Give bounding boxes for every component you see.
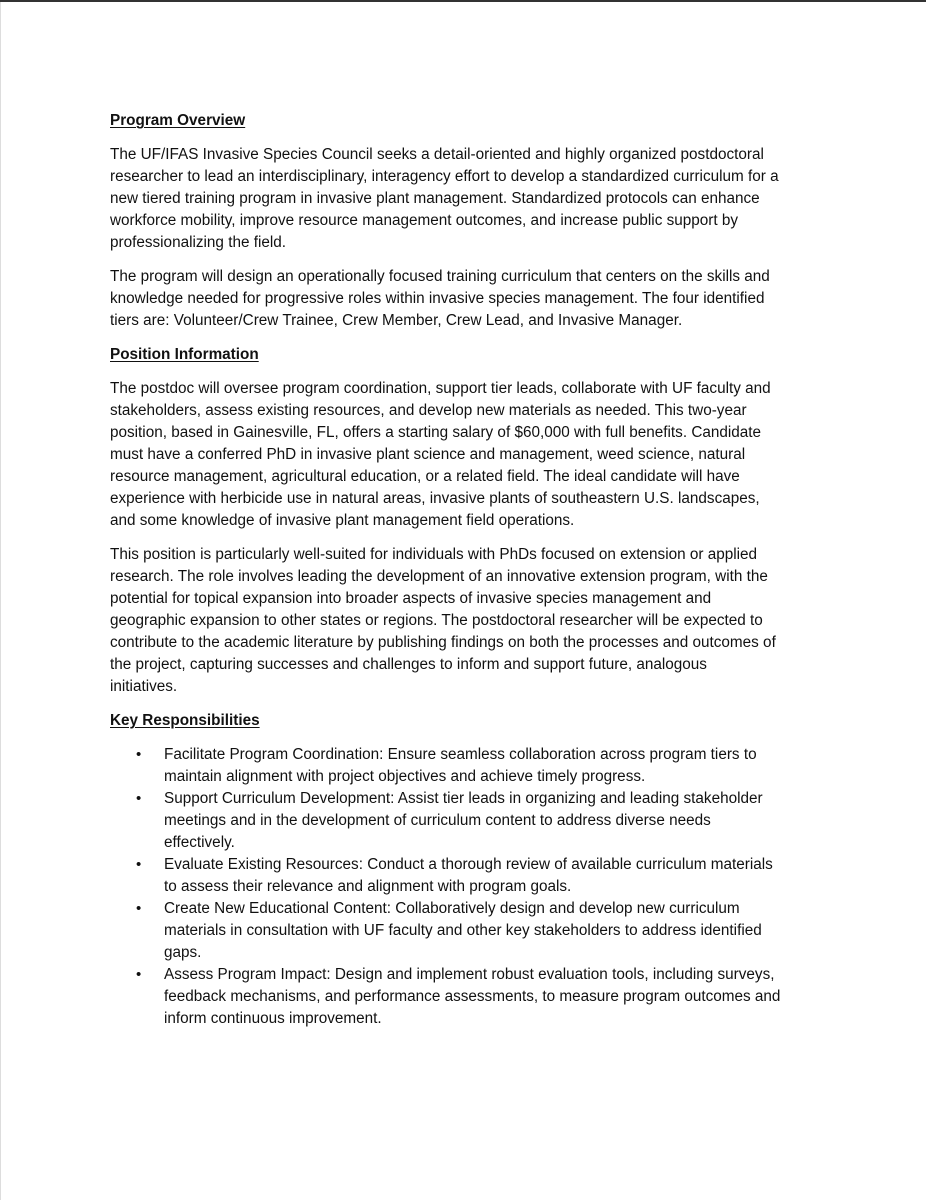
text-line: researcher to lead an interdisciplinary, interagency effort to develop a standardized curriculum for a bbox=[110, 168, 779, 185]
text-line: resource management, agricultural education, or a related field. The ideal candidate will have bbox=[110, 468, 740, 485]
text-line: Support Curriculum Development: Assist tier leads in organizing and leading stakeholder bbox=[164, 790, 763, 807]
text-line: effectively. bbox=[164, 834, 235, 851]
text-line: workforce mobility, improve resource management outcomes, and increase public support by bbox=[110, 212, 739, 229]
text-line: The postdoc will oversee program coordination, support tier leads, collaborate with UF faculty and bbox=[110, 380, 771, 397]
bullet-list bbox=[110, 744, 890, 1030]
bullet-icon: • bbox=[136, 900, 142, 917]
bullet-icon: • bbox=[136, 790, 142, 807]
text-line: This position is particularly well-suited for individuals with PhDs focused on extension or applied bbox=[110, 546, 758, 563]
text-line: research. The role involves leading the development of an innovative extension program, with the bbox=[110, 568, 768, 585]
bullet-icon: • bbox=[136, 856, 142, 873]
text-line: materials in consultation with UF faculty and other key stakeholders to address identified bbox=[164, 922, 762, 939]
list-item bbox=[110, 964, 890, 1030]
text-line: stakeholders, assess existing resources, and develop new materials as needed. This two-year bbox=[110, 402, 747, 419]
paragraph bbox=[110, 544, 890, 698]
text-line: the project, capturing successes and challenges to inform and support future, analogous bbox=[110, 656, 707, 673]
text-line: professionalizing the field. bbox=[110, 234, 287, 251]
text-line: Facilitate Program Coordination: Ensure seamless collaboration across program tiers to bbox=[164, 746, 757, 763]
text-line: Evaluate Existing Resources: Conduct a thorough review of available curriculum materials bbox=[164, 856, 773, 873]
section-heading: Program Overview bbox=[110, 112, 246, 129]
text-line: initiatives. bbox=[110, 678, 178, 695]
list-item bbox=[110, 744, 890, 788]
paragraph bbox=[110, 266, 890, 332]
paragraph bbox=[110, 378, 890, 532]
text-line: The program will design an operationally focused training curriculum that centers on the skills and bbox=[110, 268, 770, 285]
document-body bbox=[110, 110, 890, 1030]
text-line: gaps. bbox=[164, 944, 202, 961]
list-item bbox=[110, 898, 890, 964]
text-line: Create New Educational Content: Collaboratively design and develop new curriculum bbox=[164, 900, 740, 917]
section-heading: Position Information bbox=[110, 346, 259, 363]
section-program-overview bbox=[110, 110, 890, 332]
paragraph bbox=[110, 144, 890, 254]
text-line: and some knowledge of invasive plant management field operations. bbox=[110, 512, 575, 529]
text-line: geographic expansion to other states or regions. The postdoctoral researcher will be expected to bbox=[110, 612, 763, 629]
text-line: tiers are: Volunteer/Crew Trainee, Crew Member, Crew Lead, and Invasive Manager. bbox=[110, 312, 683, 329]
section-heading: Key Responsibilities bbox=[110, 712, 260, 729]
page-left-edge bbox=[0, 2, 1, 1200]
section-position-information bbox=[110, 344, 890, 698]
text-line: maintain alignment with project objectives and achieve timely progress. bbox=[164, 768, 646, 785]
text-line: must have a conferred PhD in invasive plant science and management, weed science, natural bbox=[110, 446, 746, 463]
text-line: position, based in Gainesville, FL, offers a starting salary of $60,000 with full benefits. Candidate bbox=[110, 424, 762, 441]
text-line: contribute to the academic literature by publishing findings on both the processes and outcomes of bbox=[110, 634, 776, 651]
text-line: The UF/IFAS Invasive Species Council seeks a detail-oriented and highly organized postdoctoral bbox=[110, 146, 764, 163]
text-line: feedback mechanisms, and performance assessments, to measure program outcomes and bbox=[164, 988, 781, 1005]
bullet-icon: • bbox=[136, 966, 142, 983]
list-item bbox=[110, 788, 890, 854]
text-line: Assess Program Impact: Design and implement robust evaluation tools, including surveys, bbox=[164, 966, 775, 983]
window-top-border bbox=[0, 0, 926, 2]
text-line: experience with herbicide use in natural areas, invasive plants of southeastern U.S. landscapes, bbox=[110, 490, 760, 507]
text-line: to assess their relevance and alignment with program goals. bbox=[164, 878, 572, 895]
text-line: potential for topical expansion into broader aspects of invasive species management and bbox=[110, 590, 712, 607]
list-item bbox=[110, 854, 890, 898]
text-line: new tiered training program in invasive plant management. Standardized protocols can enhance bbox=[110, 190, 760, 207]
section-key-responsibilities bbox=[110, 710, 890, 1030]
bullet-icon: • bbox=[136, 746, 142, 763]
text-line: knowledge needed for progressive roles within invasive species management. The four identified bbox=[110, 290, 765, 307]
text-line: inform continuous improvement. bbox=[164, 1010, 382, 1027]
text-line: meetings and in the development of curriculum content to address diverse needs bbox=[164, 812, 711, 829]
